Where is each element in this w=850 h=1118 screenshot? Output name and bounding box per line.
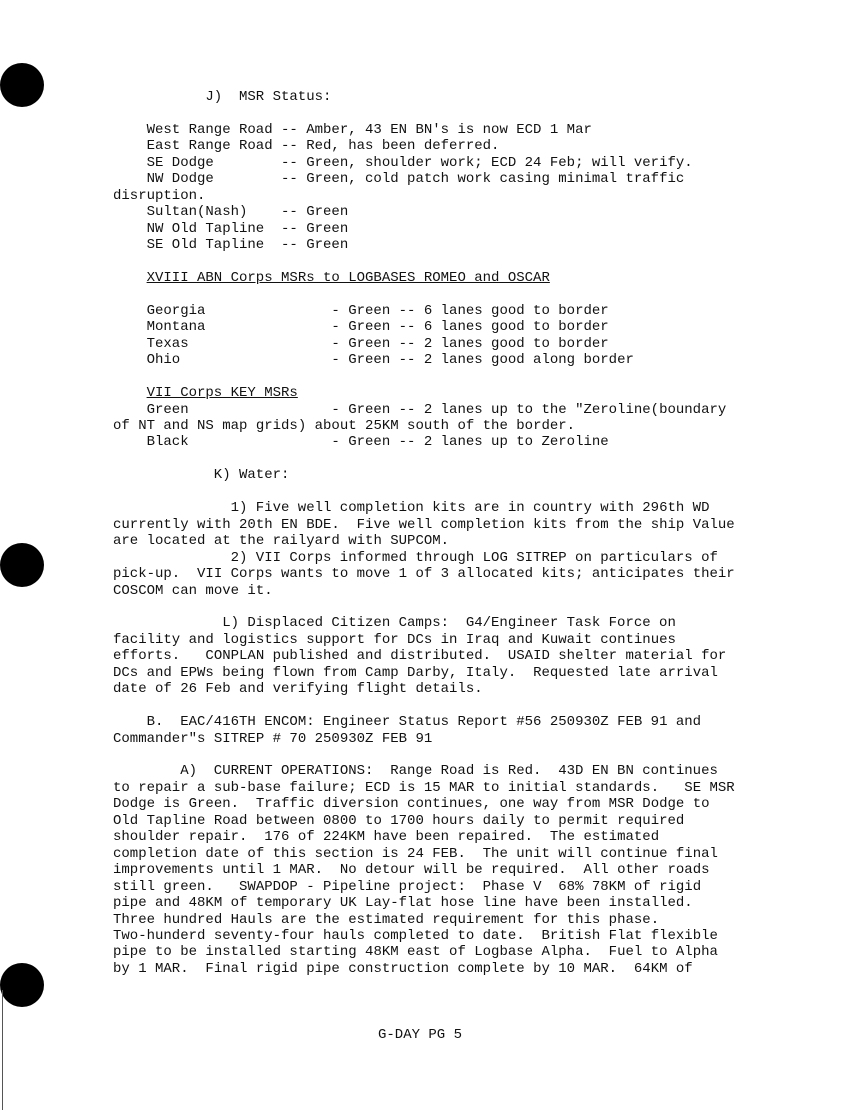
- text-line: L) Displaced Citizen Camps: G4/Engineer Task Force on: [222, 615, 676, 632]
- text-line: NW Old Tapline -- Green: [146, 220, 349, 237]
- text-line: Two-hunderd seventy-four hauls completed to date. British Flat flexible: [113, 927, 718, 944]
- text-line: Georgia - Green -- 6 lanes good to border: [146, 302, 609, 319]
- page-footer: G-DAY PG 5: [378, 1027, 463, 1043]
- text-line: improvements until 1 MAR. No detour will be required. All other roads: [113, 862, 710, 879]
- text-line: shoulder repair. 176 of 224KM have been repaired. The estimated: [113, 829, 660, 846]
- text-line: date of 26 Feb and verifying flight details.: [113, 681, 483, 698]
- text-line: 2) VII Corps informed through LOG SITREP on particulars of: [230, 549, 718, 566]
- text-line: to repair a sub-base failure; ECD is 15 MAR to initial standards. SE MSR: [113, 779, 735, 796]
- text-line: of NT and NS map grids) about 25KM south of the border.: [113, 418, 576, 434]
- text-line: Texas - Green -- 2 lanes good to border: [146, 335, 609, 352]
- text-line: COSCOM can move it.: [113, 582, 273, 599]
- text-line: pipe and 48KM of temporary UK Lay-flat hose line have been installed.: [113, 895, 693, 912]
- text-line: K) Water:: [213, 467, 290, 484]
- text-line: 1) Five well completion kits are in country with 296th WD: [230, 500, 710, 517]
- text-line: by 1 MAR. Final rigid pipe construction complete by 10 MAR. 64KM of: [113, 960, 693, 977]
- text-line: A) CURRENT OPERATIONS: Range Road is Red. 43D EN BN continues: [180, 763, 718, 780]
- text-line: SE Old Tapline -- Green: [146, 237, 349, 254]
- text-line: Three hundred Hauls are the estimated requirement for this phase.: [113, 911, 660, 928]
- text-line: Green - Green -- 2 lanes up to the "Zeroline(boundary: [146, 401, 727, 418]
- text-line: efforts. CONPLAN published and distributed. USAID shelter material for: [113, 648, 727, 665]
- punch-hole-icon: [0, 963, 44, 1007]
- text-line: NW Dodge -- Green, cold patch work casing minimal traffic: [146, 171, 685, 188]
- punch-hole-icon: [0, 63, 44, 107]
- text-line: are located at the railyard with SUPCOM.: [113, 533, 450, 550]
- text-line: DCs and EPWs being flown from Camp Darby, Italy. Requested late arrival: [113, 664, 718, 681]
- text-line: West Range Road -- Amber, 43 EN BN's is now ECD 1 Mar: [146, 121, 592, 138]
- text-line: currently with 20th EN BDE. Five well completion kits from the ship Value: [113, 516, 735, 533]
- text-line: Old Tapline Road between 0800 to 1700 hours daily to permit required: [113, 812, 685, 829]
- text-line: East Range Road -- Red, has been deferred.: [146, 138, 500, 155]
- text-line: Commander"s SITREP # 70 250930Z FEB 91: [113, 730, 433, 747]
- text-line: Sultan(Nash) -- Green: [146, 204, 349, 221]
- text-line: B. EAC/416TH ENCOM: Engineer Status Report #56 250930Z FEB 91 and: [146, 714, 702, 731]
- text-line: Ohio - Green -- 2 lanes good along border: [146, 352, 634, 369]
- text-line: facility and logistics support for DCs in Iraq and Kuwait continues: [113, 631, 676, 648]
- section-heading: XVIII ABN Corps MSRs to LOGBASES ROMEO and OSCAR: [146, 269, 550, 286]
- text-line: still green. SWAPDOP - Pipeline project: Phase V 68% 78KM of rigid: [113, 878, 702, 895]
- text-line: J) MSR Status:: [205, 89, 332, 105]
- text-line: pipe to be installed starting 48KM east of Logbase Alpha. Fuel to Alpha: [113, 944, 718, 961]
- text-line: completion date of this section is 24 FEB. The unit will continue final: [113, 845, 718, 862]
- text-line: Black - Green -- 2 lanes up to Zeroline: [146, 434, 609, 451]
- text-line: pick-up. VII Corps wants to move 1 of 3 allocated kits; anticipates their: [113, 566, 735, 583]
- section-heading: VII Corps KEY MSRs: [146, 385, 298, 402]
- page-edge-line: [2, 990, 3, 1110]
- text-line: Dodge is Green. Traffic diversion continues, one way from MSR Dodge to: [113, 796, 710, 813]
- text-line: Montana - Green -- 6 lanes good to border: [146, 319, 609, 336]
- text-line: disruption.: [113, 187, 206, 204]
- text-line: SE Dodge -- Green, shoulder work; ECD 24 Feb; will verify.: [146, 154, 693, 171]
- punch-hole-icon: [0, 543, 44, 587]
